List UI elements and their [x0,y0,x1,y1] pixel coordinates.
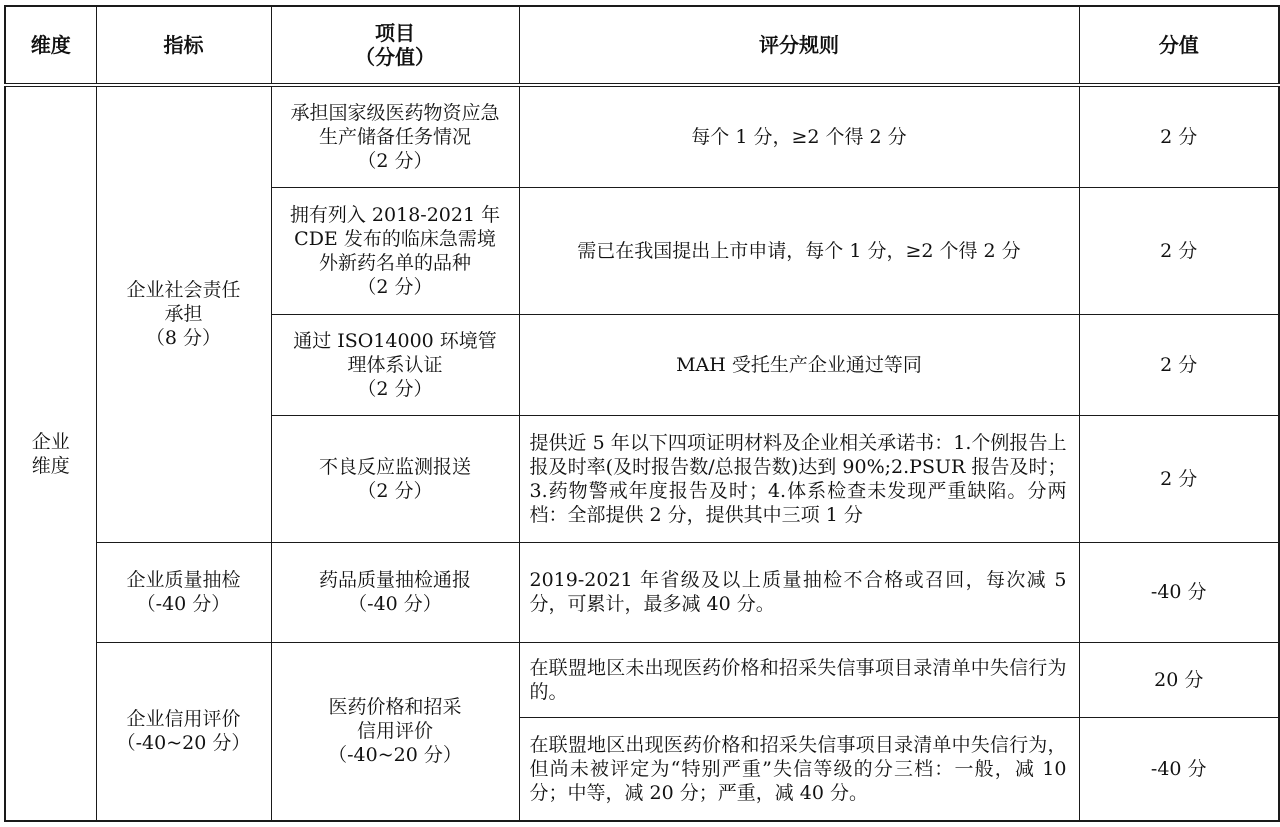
score-cell: 20 分 [1079,642,1279,717]
item-cell-quality-report [271,542,519,642]
item-cell-adverse-reaction [271,415,519,542]
item-score: （-40~20 分） [328,744,462,767]
header-item-label: 项目 [375,21,415,45]
indicator-line: 企业社会责任 [126,279,241,302]
rule-cell: 2019-2021 年省级及以上质量抽检不合格或召回，每次减 5 分，可累计，最多减 40 分。 [519,542,1079,642]
score-cell: 2 分 [1079,85,1279,187]
item-line: 外新药名单的品种 [318,251,471,274]
header-dimension: 维度 [5,6,96,85]
item-cell-iso14000 [271,314,519,415]
item-score: （2 分） [357,377,433,400]
item-line: 药品质量抽检通报 [318,569,471,591]
dimension-line: 企业 [31,430,70,453]
score-cell: -40 分 [1079,717,1279,821]
score-cell: -40 分 [1079,542,1279,642]
indicator-score: （8 分） [145,327,222,350]
table-row [5,642,1279,717]
rule-cell: 每个 1 分，≥2 个得 2 分 [519,85,1079,187]
item-line: 信用评价 [356,720,433,743]
dimension-cell [5,85,96,821]
table-row [5,85,1279,187]
header-score: 分值 [1079,6,1279,85]
indicator-cell-quality-inspection [96,542,271,642]
item-cell-price-procurement-credit [271,642,519,821]
header-row [5,6,1279,85]
indicator-cell-social-responsibility [96,85,271,542]
indicator-line: 企业信用评价 [126,708,241,731]
rule-cell: 在联盟地区出现医药价格和招采失信事项目录清单中失信行为，但尚未被评定为“特别严重”失信等级的分三档：一般，减 10 分；中等，减 20 分；严重，减 40 分。 [519,717,1079,821]
item-line: 生产储备任务情况 [318,125,471,148]
item-cell-urgent-drugs [271,187,519,314]
item-cell-emergency-reserve [271,85,519,187]
item-line: 医药价格和招采 [328,696,462,719]
dimension-line: 维度 [31,454,70,477]
item-score: （2 分） [357,275,433,298]
indicator-cell-credit-rating [96,642,271,821]
header-item-sublabel: （分值） [355,45,435,69]
item-line: 拥有列入 2018-2021 年 [289,203,501,226]
indicator-line: 承担 [164,303,203,326]
item-score: （-40 分） [348,593,442,615]
table-header [5,6,1279,85]
header-indicator: 指标 [96,6,271,85]
indicator-score: （-40 分） [136,593,231,615]
score-cell: 2 分 [1079,187,1279,314]
item-score: （2 分） [357,479,433,502]
rule-cell: 需已在我国提出上市申请，每个 1 分，≥2 个得 2 分 [519,187,1079,314]
item-line: 承担国家级医药物资应急 [290,101,500,124]
score-cell: 2 分 [1079,415,1279,542]
item-line: 理体系认证 [347,353,443,376]
item-line: CDE 发布的临床急需境 [294,227,496,250]
item-score: （2 分） [357,149,433,172]
header-item [271,6,519,85]
rule-cell: MAH 受托生产企业通过等同 [519,314,1079,415]
indicator-score: （-40~20 分） [116,732,251,755]
item-line: 通过 ISO14000 环境管 [293,329,497,352]
table-row [5,542,1279,642]
rule-cell: 提供近 5 年以下四项证明材料及企业相关承诺书：1.个例报告上报及时率(及时报告数/总报告数)达到 90%;2.PSUR 报告及时；3.药物警戒年度报告及时；4.体系检查未发现严重缺陷。分两档：全部提供 2 分，提供其中三项 1 分 [519,415,1079,542]
rule-cell: 在联盟地区未出现医药价格和招采失信事项目录清单中失信行为的。 [519,642,1079,717]
indicator-line: 企业质量抽检 [126,569,241,591]
table-body [5,85,1279,821]
item-line: 不良反应监测报送 [318,455,471,478]
header-rule: 评分规则 [519,6,1079,85]
score-cell: 2 分 [1079,314,1279,415]
scoring-table [4,5,1280,822]
